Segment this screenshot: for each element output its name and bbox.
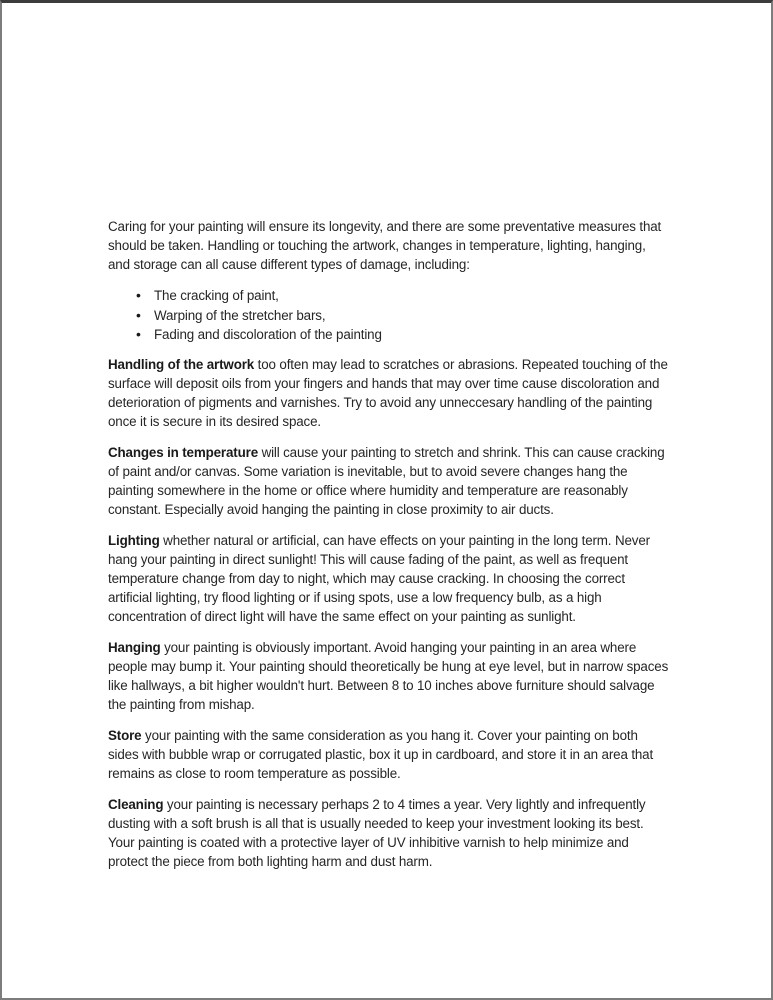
list-item: • Warping of the stretcher bars, <box>108 306 670 326</box>
list-item: • The cracking of paint, <box>108 286 670 306</box>
section-temperature <box>108 443 670 519</box>
section-temperature-lead: Changes in temperature <box>108 444 258 460</box>
section-lighting-text: whether natural or artificial, can have effects on your painting in the long term. Never hang your painting in direct sunlight! This will cause fading of the paint, as well as frequent temperature change from day to night, which may cause cracking. In choosing the correct artificial lighting, try flood lighting or if using spots, use a low frequency bulb, as a high concentration of direct light will have the same effect on your painting as sunlight. <box>108 532 650 624</box>
section-lighting-lead: Lighting <box>108 532 160 548</box>
section-lighting <box>108 531 670 626</box>
section-handling-text: too often may lead to scratches or abrasions. Repeated touching of the surface will deposit oils from your fingers and hands that may over time cause discoloration and deterioration of pigments and varnishes. Try to avoid any unneccesary handling of the painting once it is secure in its desired space. <box>108 356 668 429</box>
section-temperature-text: will cause your painting to stretch and shrink. This can cause cracking of paint and/or canvas. Some variation is inevitable, but to avoid severe changes hang the painting somewhere in the home or office where humidity and temperature are reasonably constant. Especially avoid hanging the painting in close proximity to air ducts. <box>108 444 665 517</box>
section-handling-lead: Handling of the artwork <box>108 356 255 372</box>
section-hanging-lead: Hanging <box>108 639 161 655</box>
section-handling <box>108 355 670 431</box>
list-item: • Fading and discoloration of the painting <box>108 325 670 345</box>
section-hanging-text: your painting is obviously important. Avoid hanging your painting in an area where people may bump it. Your painting should theoretically be hung at eye level, but in narrow spaces like hallways, a bit higher wouldn't hurt. Between 8 to 10 inches above furniture should salvage the painting from mishap. <box>108 639 669 712</box>
section-store <box>108 726 670 783</box>
section-cleaning-lead: Cleaning <box>108 796 164 812</box>
section-cleaning <box>108 795 670 871</box>
section-store-lead: Store <box>108 727 142 743</box>
section-cleaning-text: your painting is necessary perhaps 2 to 4 times a year. Very lightly and infrequently dusting with a soft brush is all that is usually needed to keep your investment looking its best. Your painting is coated with a protective layer of UV inhibitive varnish to help minimize and protect the piece from both lighting harm and dust harm. <box>108 796 646 869</box>
section-store-text: your painting with the same consideration as you hang it. Cover your painting on both sides with bubble wrap or corrugated plastic, box it up in cardboard, and store it in an area that remains as close to room temperature as possible. <box>108 727 654 781</box>
document-body <box>108 217 670 883</box>
damage-types-list <box>108 286 670 345</box>
section-hanging <box>108 638 670 714</box>
intro-paragraph: Caring for your painting will ensure its longevity, and there are some preventative measures that should be taken. Handling or touching the artwork, changes in temperature, lighting, hanging, and storage can all cause different types of damage, including: <box>108 219 662 272</box>
